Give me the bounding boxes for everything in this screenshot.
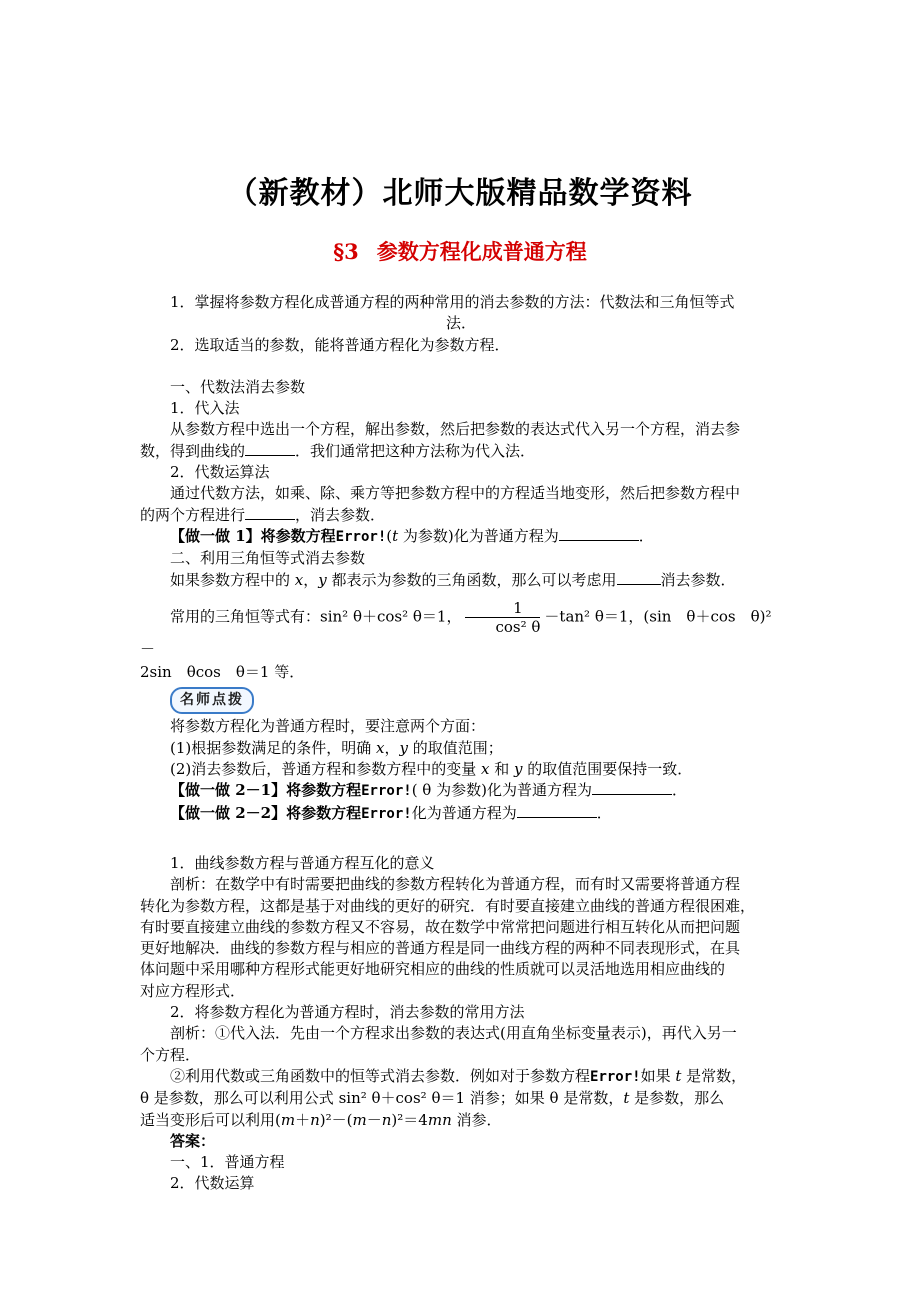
analysis-q1-line-6: 对应方程形式． <box>140 981 246 1000</box>
section-title-text: 参数方程化成普通方程 <box>376 239 587 264</box>
q2-line-5-d: － <box>366 1110 382 1129</box>
fill-blank-3[interactable] <box>559 526 639 541</box>
tips-line-2-b: ， <box>384 738 400 757</box>
part1-sub2-text-b2: ，消去参数． <box>295 505 386 524</box>
var-y: y <box>514 760 523 779</box>
part1-sub2-text-b1: 的两个方程进行 <box>140 505 246 524</box>
q2-line-5-e: )²＝4 <box>391 1110 428 1129</box>
part1-sub2: 2．代数运算法 <box>170 463 270 482</box>
practice-1-t: t <box>392 526 399 545</box>
analysis-q2-line-2: 个方程． <box>140 1045 201 1064</box>
var-y: y <box>318 570 327 589</box>
practice-2-1-end: ． <box>671 781 687 800</box>
tips-line-3-b: 和 <box>489 760 515 779</box>
var-n: n <box>310 1110 320 1129</box>
practice-2-2-end: ． <box>596 803 612 822</box>
analysis-q2-line-3 <box>140 1066 782 1088</box>
analysis-q1: 1．曲线参数方程与普通方程互化的意义 <box>170 853 435 872</box>
teacher-tip-badge: 名师点拨 <box>170 687 254 714</box>
part2-text1-a: 如果参数方程中的 <box>170 570 295 589</box>
analysis-q1-line-2: 转化为参数方程，这都是基于对曲线的更好的研究．有时要直接建立曲线的普通方程很困难， <box>140 896 756 915</box>
part1-sub1-text-b <box>140 441 782 462</box>
analysis-q1-line-3: 有时要直接建立曲线的参数方程又不容易，故在数学中常常把问题进行相互转化从而把问题 <box>140 917 741 936</box>
q2-line-5-a: 适当变形后可以利用( <box>140 1110 281 1129</box>
answers-line-2: 2．代数运算 <box>170 1174 255 1193</box>
var-m: m <box>352 1110 367 1129</box>
objective-2: 2．选取适当的参数，能将普通方程化为参数方程． <box>170 335 510 354</box>
fraction-numerator: 1 <box>465 599 540 618</box>
fill-blank-1[interactable] <box>245 441 295 456</box>
var-t: t <box>675 1066 682 1085</box>
q2-line-5-b: ＋ <box>295 1110 311 1129</box>
q2-line-5-c: )²－( <box>319 1110 353 1129</box>
practice-2-1-mid: ( θ 为参数)化为普通方程为 <box>411 781 592 800</box>
analysis-q1-line-5: 体问题中采用哪种方程形式能更好地研究相应的曲线的性质就可以灵活地选用相应曲线的 <box>140 960 726 979</box>
fill-blank-5[interactable] <box>592 780 672 795</box>
tips-line-2-c: 的取值范围； <box>408 738 503 757</box>
practice-2-2-error: Error! <box>361 805 412 822</box>
tips-line-2 <box>140 738 782 759</box>
practice-1-error: Error! <box>335 528 387 545</box>
analysis-q2-line-1: 剖析：①代入法．先由一个方程求出参数的表达式(用直角坐标变量表示)，再代入另一 <box>170 1024 737 1043</box>
tips-line-3-a: (2)消去参数后，普通方程和参数方程中的变量 <box>170 760 482 779</box>
practice-2-1-error: Error! <box>361 783 412 800</box>
var-t: t <box>623 1089 630 1108</box>
identity-b: －tan² θ＝1，(sin θ＋cos θ)²－ <box>140 607 772 658</box>
var-y: y <box>399 738 408 757</box>
q2-line-3-a: ②利用代数或三角函数中的恒等式消去参数．例如对于参数方程 <box>170 1066 591 1085</box>
part1-sub1-text-a: 从参数方程中选出一个方程，解出参数，然后把参数的表达式代入另一个方程，消去参 <box>170 420 741 439</box>
spacer <box>140 825 782 853</box>
practice-2-2-mid: 化为普通方程为 <box>411 803 517 822</box>
var-x: x <box>481 760 490 779</box>
part1-sub2-text-b <box>140 505 782 526</box>
fill-blank-4[interactable] <box>617 570 661 585</box>
fill-blank-6[interactable] <box>517 803 597 818</box>
practice-2-1-pre: 【做一做 2－1】将参数方程 <box>170 781 362 800</box>
q2-line-5-f: 消参． <box>451 1110 502 1129</box>
var-x: x <box>294 570 304 589</box>
identity-a: 常用的三角恒等式有：sin² θ＋cos² θ＝1， <box>170 607 462 626</box>
part1-sub1-text-b2: ．我们通常把这种方法称为代入法． <box>295 441 536 460</box>
spacer <box>140 356 782 377</box>
practice-1-pre: 【做一做 1】将参数方程 <box>170 526 336 545</box>
tips-line-2-a: (1)根据参数满足的条件，明确 <box>170 738 377 757</box>
part1-sub2-text-a: 通过代数方法，如乘、除、乘方等把参数方程中的方程适当地变形，然后把参数方程中 <box>170 484 741 503</box>
fraction-denominator: cos² θ <box>495 617 541 636</box>
practice-1-post: 为参数)化为普通方程为 <box>398 526 559 545</box>
objective-1: 1．掌握将参数方程化成普通方程的两种常用的消去参数的方法：代数法和三角恒等式 <box>170 293 735 311</box>
part2-heading: 二、利用三角恒等式消去参数 <box>170 549 366 568</box>
objective-1-cont: 法． <box>445 314 476 333</box>
q2-line-3-c: 是常数， <box>681 1066 747 1085</box>
section-number: §3 <box>333 239 359 264</box>
analysis-q2-line-5 <box>140 1110 782 1131</box>
document-header: （新教材）北师大版精品数学资料 <box>227 176 693 211</box>
part2-text1-b: ， <box>303 570 319 589</box>
var-m: m <box>280 1110 296 1129</box>
q2-line-3-b: 如果 <box>640 1066 676 1085</box>
tips-line-1: 将参数方程化为普通方程时，要注意两个方面： <box>170 717 486 736</box>
tips-line-3-c: 的取值范围要保持一致． <box>522 760 693 779</box>
practice-2-2-pre: 【做一做 2－2】将参数方程 <box>170 803 362 822</box>
answers-label: 答案： <box>170 1131 216 1150</box>
part1-sub1-text-b1: 数，得到曲线的 <box>140 441 246 460</box>
part1-sub1: 1．代入法 <box>170 399 240 418</box>
part2-text1-c: 都表示为参数的三角函数，那么可以考虑用 <box>326 570 617 589</box>
fill-blank-2[interactable] <box>245 505 295 520</box>
fraction <box>465 599 540 636</box>
var-n: n <box>381 1110 392 1129</box>
q2-line-3-error: Error! <box>590 1068 641 1085</box>
analysis-q1-line-4: 更好地解决．曲线的参数方程与相应的普通方程是同一曲线方程的两种不同表现形式，在具 <box>140 939 741 958</box>
section-title <box>0 236 920 266</box>
document-body <box>140 292 782 1195</box>
practice-1 <box>140 526 782 548</box>
trig-identities-cont: 2sin θcos θ＝1 等． <box>140 662 305 681</box>
practice-1-end: ． <box>638 526 654 545</box>
practice-2-2 <box>140 803 782 825</box>
tips-line-3 <box>140 759 782 780</box>
analysis-q2: 2．将参数方程化为普通方程时，消去参数的常用方法 <box>170 1003 525 1022</box>
part2-text1-d: 消去参数． <box>660 570 736 589</box>
answers-line-1: 一、1．普通方程 <box>170 1153 285 1172</box>
var-x: x <box>376 738 385 757</box>
var-mn: mn <box>427 1110 452 1129</box>
part1-heading: 一、代数法消去参数 <box>170 377 306 396</box>
practice-1-paren: ( <box>386 526 393 545</box>
trig-identities <box>140 599 782 662</box>
practice-2-1 <box>140 780 782 802</box>
q2-line-4-a: θ 是参数，那么可以利用公式 sin² θ＋cos² θ＝1 消参；如果 θ 是常数， <box>140 1089 624 1108</box>
analysis-q1-line-1: 剖析：在数学中有时需要把曲线的参数方程转化为普通方程，而有时又需要将普通方程 <box>170 875 741 894</box>
part2-text1 <box>140 570 782 591</box>
analysis-q2-line-4 <box>140 1088 782 1109</box>
q2-line-4-b: 是参数，那么 <box>629 1089 725 1108</box>
